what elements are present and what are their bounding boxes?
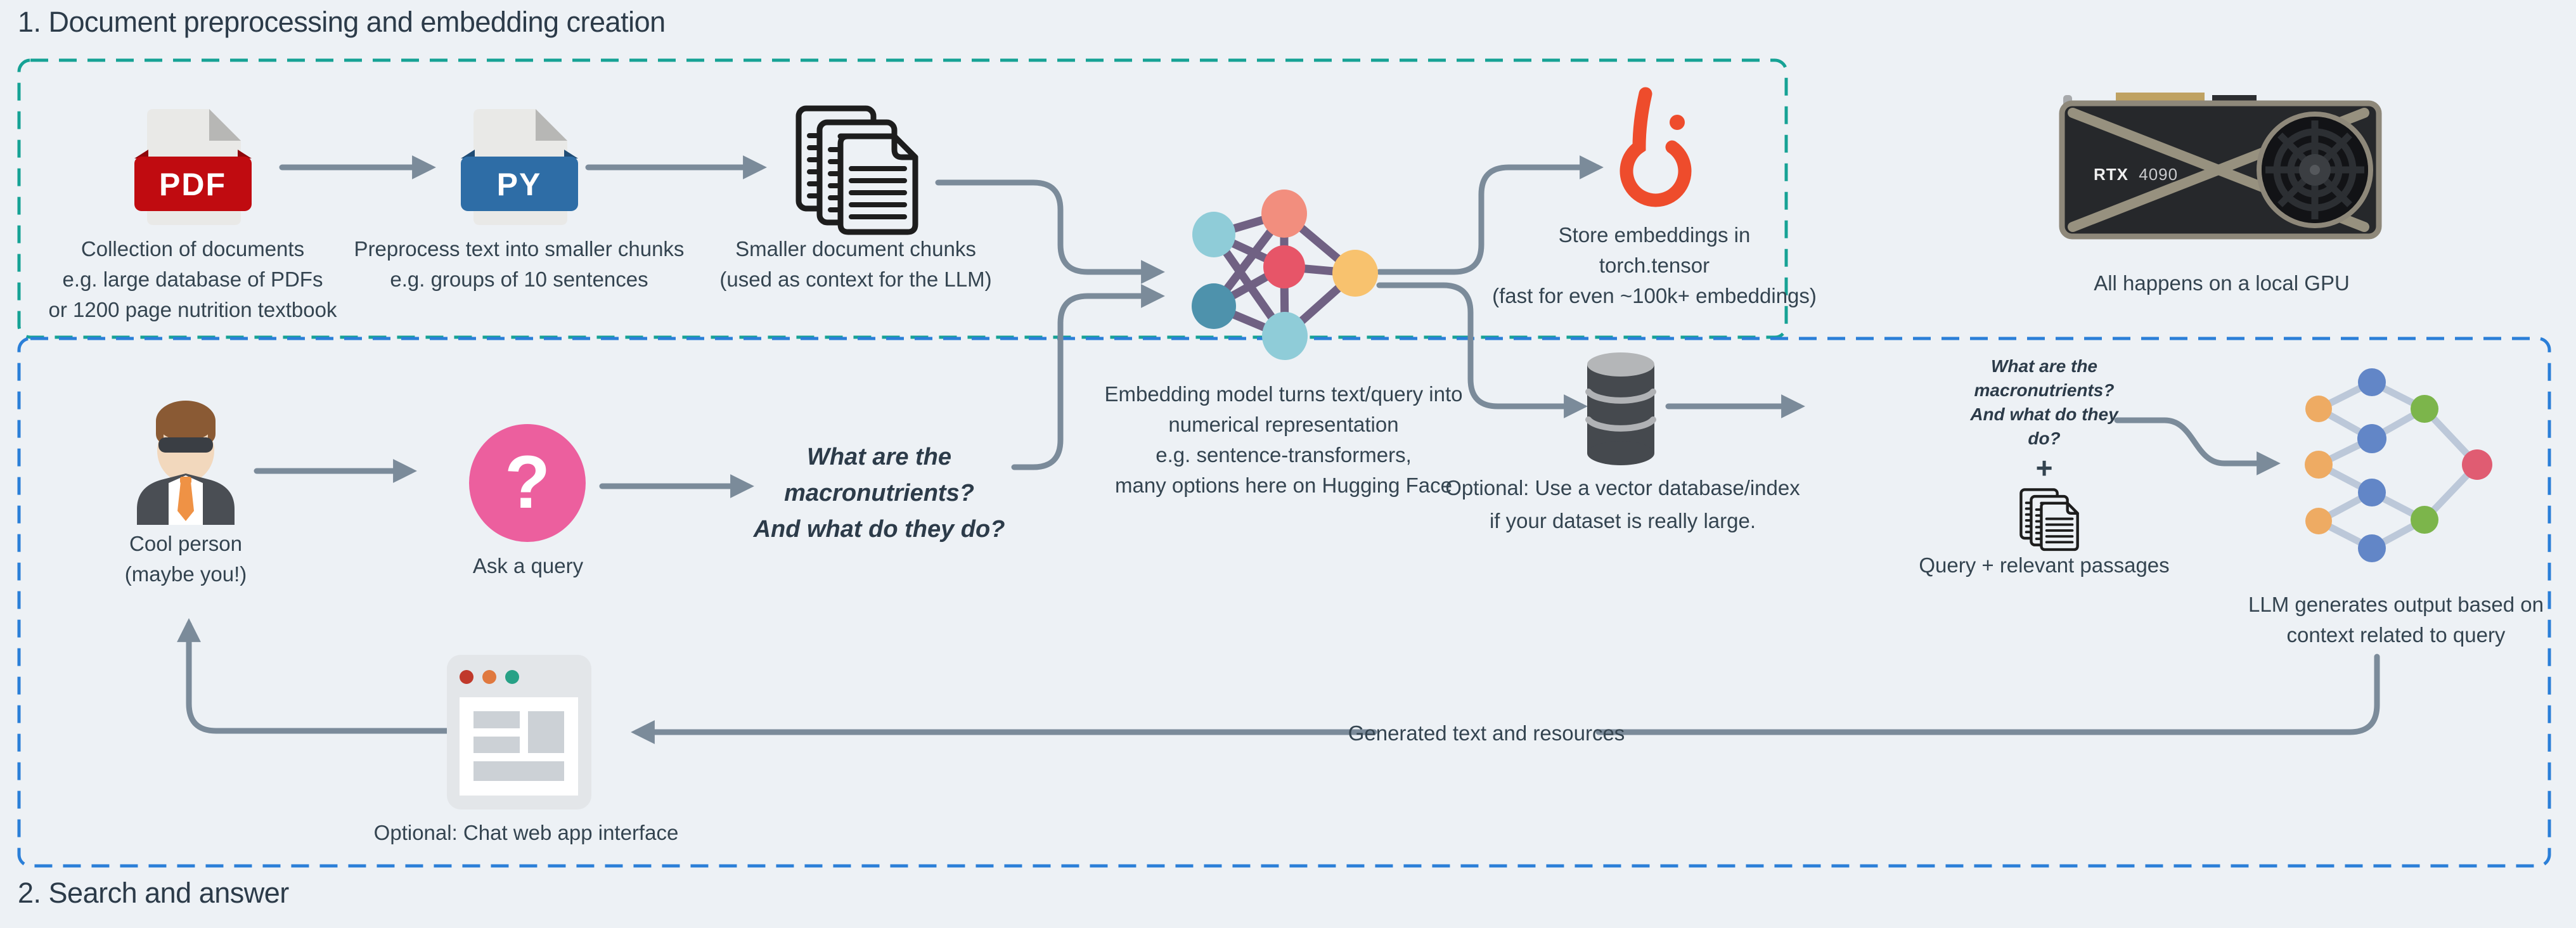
torch-caption-line: Store embeddings in — [1558, 223, 1751, 247]
chat-caption-line: Optional: Chat web app interface — [373, 821, 679, 844]
person-caption-line: Cool person — [129, 532, 242, 555]
arrow-passages-to-llm — [2117, 420, 2274, 463]
question-mark-icon: ? — [504, 441, 551, 524]
query-text-line: What are the — [806, 444, 952, 470]
plus-sign: + — [2035, 451, 2053, 484]
arrow-chat-to-person — [189, 624, 448, 731]
query-passages-line: And what do they — [1970, 404, 2118, 424]
pdf-caption — [49, 234, 337, 325]
llm-caption-line: context related to query — [2286, 623, 2506, 647]
chunks-caption — [719, 234, 991, 295]
generated-text-label-line: Generated text and resources — [1348, 721, 1625, 745]
chat-app-icon — [447, 655, 591, 809]
gpu-image — [2062, 93, 2379, 236]
query-text-line: And what do they do? — [753, 516, 1005, 543]
database-icon — [1587, 352, 1654, 465]
generated-text-label — [1348, 718, 1625, 749]
query-passages-line: macronutrients? — [1974, 380, 2115, 400]
query-text — [754, 439, 1005, 548]
section2-title: 2. Search and answer — [18, 877, 289, 909]
query-passages-query-text — [1970, 354, 2118, 451]
window-dot-orange — [482, 670, 496, 684]
embedding-caption-line: e.g. sentence-transformers, — [1156, 443, 1412, 467]
vectordb-caption-line: if your dataset is really large. — [1489, 509, 1756, 532]
chunks-caption-line: (used as context for the LLM) — [719, 267, 992, 291]
embedding-caption — [1105, 379, 1463, 501]
torch-caption-line: torch.tensor — [1599, 254, 1710, 277]
pdf-caption-line: e.g. large database of PDFs — [62, 267, 323, 291]
person-caption — [125, 529, 247, 590]
py-caption-line: e.g. groups of 10 sentences — [390, 267, 648, 291]
gpu-model-label: RTX 4090 — [2094, 165, 2179, 184]
ask-caption — [473, 551, 583, 581]
relevant-passages-icon — [2021, 489, 2077, 550]
pdf-caption-line: Collection of documents — [80, 237, 305, 261]
embedding-model-icon — [1192, 190, 1378, 360]
llm-caption-line: LLM generates output based on — [2248, 593, 2544, 616]
py-badge-label: PY — [496, 167, 542, 202]
section1-title: 1. Document preprocessing and embedding creation — [18, 6, 666, 38]
ask-caption-line: Ask a query — [472, 554, 584, 577]
chunks-caption-line: Smaller document chunks — [735, 237, 976, 261]
embedding-caption-line: Embedding model turns text/query into — [1104, 382, 1463, 406]
embedding-caption-line: many options here on Hugging Face — [1114, 474, 1452, 497]
query-passages-caption-line: Query + relevant passages — [1919, 553, 2170, 577]
window-dot-red — [460, 670, 473, 684]
pdf-caption-line: or 1200 page nutrition textbook — [48, 298, 337, 321]
sunglasses-icon — [158, 437, 213, 453]
document-chunks-icon — [799, 108, 915, 232]
cool-person-avatar — [137, 401, 235, 525]
embedding-caption-line: numerical representation — [1168, 413, 1399, 436]
llm-caption — [2248, 590, 2544, 650]
chat-caption — [374, 818, 679, 848]
py-caption — [354, 234, 685, 295]
window-dot-green — [505, 670, 519, 684]
query-text-line: macronutrients? — [784, 480, 974, 506]
query-passages-line: do? — [2028, 429, 2061, 448]
line-llm-to-label — [1599, 657, 2377, 732]
query-passages-caption — [1919, 550, 2169, 581]
pdf-badge-label: PDF — [159, 167, 226, 202]
torch-caption-line: (fast for even ~100k+ embeddings) — [1492, 284, 1817, 307]
gpu-caption — [2094, 268, 2350, 299]
gpu-caption-line: All happens on a local GPU — [2094, 271, 2350, 295]
py-caption-line: Preprocess text into smaller chunks — [354, 237, 685, 261]
pdf-file-icon — [134, 109, 252, 225]
torch-caption — [1492, 220, 1817, 311]
ask-query-icon — [469, 424, 586, 542]
vectordb-caption-line: Optional: Use a vector database/index — [1445, 476, 1800, 499]
llm-icon — [2305, 368, 2492, 562]
person-caption-line: (maybe you!) — [124, 562, 247, 586]
pytorch-icon — [1626, 94, 1685, 200]
py-file-icon — [461, 109, 578, 225]
query-passages-line: What are the — [1990, 356, 2098, 376]
vectordb-caption — [1445, 472, 1800, 538]
